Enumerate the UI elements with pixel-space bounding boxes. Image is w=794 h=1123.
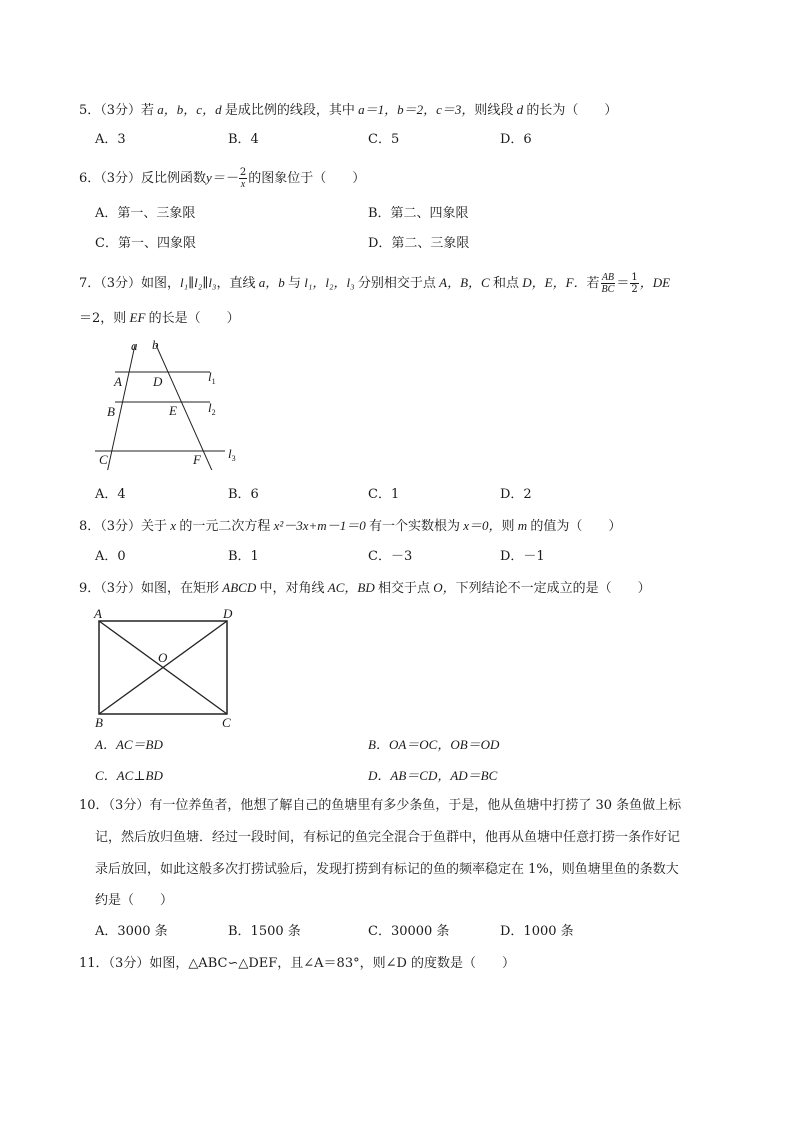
q7-fraction-ab-bc: $\frac{AB}{BC}$	[601, 272, 615, 295]
q10-option-b: B．1500 条	[228, 924, 301, 939]
q5-option-b: B．4	[228, 132, 259, 147]
q8-option-d: D．－1	[500, 549, 545, 564]
label-B: B	[107, 404, 115, 419]
label-B: B	[95, 715, 103, 730]
q7-option-d: D．2	[500, 487, 532, 502]
label-A: A	[114, 374, 122, 389]
label-A: A	[94, 606, 102, 621]
label-b: b	[152, 337, 159, 352]
label-l2: $l_2$	[208, 400, 216, 417]
question-10-line-3: 录后放回，如此这般多次打捞试验后，发现打捞到有标记的鱼的频率稳定在 1%，则鱼塘里鱼的条数大	[95, 862, 679, 877]
q10-option-a: A．3000 条	[95, 924, 168, 939]
label-C: C	[222, 715, 231, 730]
q5-option-a: A．3	[95, 132, 126, 147]
question-7-stem-line2: ＝2，则 EF 的长是（ ）	[79, 310, 240, 326]
question-9-stem: 9．（3分）如图，在矩形 ABCD 中，对角线 AC，BD 相交于点 O，下列结论不一定成立的是（ ）	[79, 580, 651, 596]
label-D: D	[153, 374, 163, 389]
q5-option-c: C．5	[368, 132, 400, 147]
q10-option-d: D．1000 条	[500, 924, 574, 939]
label-F: F	[193, 452, 201, 467]
q8-option-a: A．0	[95, 549, 126, 564]
q7-figure	[90, 335, 250, 470]
q6-option-a: A．第一、三象限	[95, 206, 196, 221]
question-5-stem: 5．（3分）若 a，b，c，d 是成比例的线段，其中 a＝1，b＝2，c＝3，则线段 d 的长为（ ）	[79, 102, 618, 118]
q7-option-b: B．6	[228, 487, 259, 502]
q10-option-c: C．30000 条	[368, 924, 450, 939]
q7-option-c: C．1	[368, 487, 400, 502]
q9-figure	[90, 605, 250, 730]
q9-option-b: B．OA＝OC，OB＝OD	[368, 737, 500, 752]
label-a: a	[131, 338, 138, 353]
label-l1: $l_1$	[208, 369, 216, 386]
label-O: O	[158, 650, 168, 665]
question-10-line-1: 10．（3分）有一位养鱼者，他想了解自己的鱼塘里有多少条鱼，于是，他从鱼塘中打捞了 30 条鱼做上标	[79, 798, 682, 813]
label-C: C	[99, 452, 108, 467]
label-D: D	[223, 606, 233, 621]
q6-option-d: D．第二、三象限	[368, 236, 470, 251]
q7-option-a: A．4	[95, 487, 126, 502]
question-8-stem: 8．（3分）关于 x 的一元二次方程 x²－3x+m－1＝0 有一个实数根为 x＝0，则 m 的值为（ ）	[79, 518, 622, 534]
q6-option-c: C．第一、四象限	[95, 236, 196, 251]
q9-option-a: A．AC＝BD	[95, 737, 163, 752]
question-10-line-4: 约是（ ）	[95, 893, 174, 908]
q6-option-b: B．第二、四象限	[368, 206, 469, 221]
question-11-stem: 11．（3分）如图，△ABC∽△DEF，且∠A＝83°，则∠D 的度数是（ ）	[79, 956, 516, 971]
q9-option-d: D．AB＝CD，AD＝BC	[368, 768, 498, 783]
q5-option-d: D．6	[500, 132, 532, 147]
q8-option-b: B．1	[228, 549, 259, 564]
label-l3: $l_3$	[228, 446, 236, 463]
question-10-line-2: 记，然后放归鱼塘．经过一段时间，有标记的鱼完全混合于鱼群中，他再从鱼塘中任意打捞一条作好记	[95, 830, 681, 845]
question-6-stem: 6．（3分）反比例函数y＝－ $\frac{2}{x}$ 的图象位于（ ）	[79, 167, 366, 190]
q7-fraction-half: $\frac{1}{2}$	[631, 272, 638, 295]
question-7-stem: 7．（3分）如图，l₁∥l₂∥l₃，直线 a，b 与 l₁，l₂，l₃ 分别相交于点 A，B，C 和点 D，E，F．若 $\frac{AB}{BC}$ ＝ $\frac{1}{2}$ ，DE	[79, 272, 671, 295]
label-E: E	[169, 403, 177, 418]
q6-fraction: $\frac{2}{x}$	[239, 167, 247, 190]
q9-option-c: C．AC⊥BD	[95, 768, 163, 783]
q8-option-c: C．－3	[368, 549, 413, 564]
